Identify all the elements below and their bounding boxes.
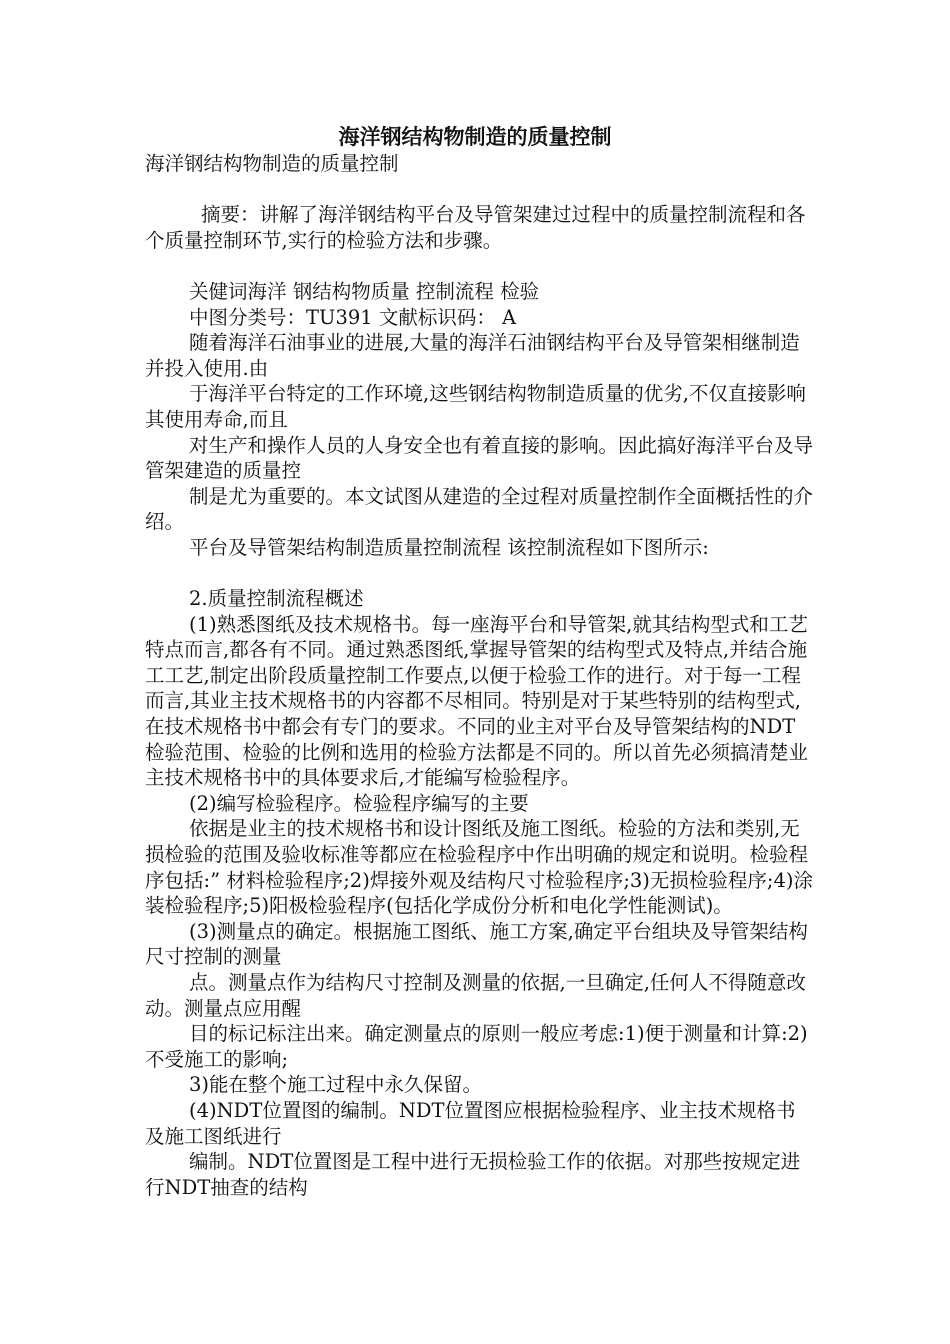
section-paragraph: 目的标记标注出来。确定测量点的原则一般应考虑:1)便于测量和计算:2)不受施工的影响; [145,1022,808,1071]
body-paragraph: 于海洋平台特定的工作环境,这些钢结构物制造质量的优劣,不仅直接影响其使用寿命,而且 [145,382,806,431]
abstract-paragraph: 摘要：讲解了海洋钢结构平台及导管架建过过程中的质量控制流程和各个质量控制环节,实行的检验方法和步骤。 [145,203,806,252]
blank-line [145,177,813,203]
body-paragraph: 平台及导管架结构制造质量控制流程 该控制流程如下图所示: [189,535,709,559]
section-paragraph: 编制。NDT位置图是工程中进行无损检验工作的依据。对那些按规定进行NDT抽查的结构 [145,1150,801,1199]
section-heading: 2.质量控制流程概述 [189,587,364,611]
blank-line [145,561,813,587]
document-subtitle: 海洋钢结构物制造的质量控制 [145,152,399,175]
section-paragraph: (3)测量点的确定。根据施工图纸、施工方案,确定平台组块及导管架结构尺寸控制的测量 [145,919,808,969]
body-paragraph: 对生产和操作人员的人身安全也有着直接的影响。因此搞好海洋平台及导管架建造的质量控 [145,433,814,483]
body-paragraph: 随着海洋石油事业的进展,大量的海洋石油钢结构平台及导管架相继制造并投入使用.由 [145,331,800,380]
body-paragraph: 制是尤为重要的。本文试图从建造的全过程对质量控制作全面概括性的介绍。 [145,484,814,534]
section-paragraph: (1)熟悉图纸及技术规格书。每一座海平台和导管架,就其结构型式和工艺特点而言,都各有不同。通过熟悉图纸,掌握导管架的结构型式及特点,并结合施工工艺,制定出阶段质量控制工作要点,以便于检验工作的进行。对于每一工程而言,其业主技术规格书的内容都不尽相同。特别是对于某些特别的结构型式,在技术规格书中都会有专门的要求。不同的业主对平台及导管架结构的NDT检验范围、检验的比例和选用的检验方法都是不同的。所以首先必须搞清楚业主技术规格书中的具体要求后,才能编写检验程序。 [145,612,809,790]
classification-line: 中图分类号：TU391 文献标识码： A [189,305,517,329]
keywords-line: 关健词海洋 钢结构物质量 控制流程 检验 [189,279,540,303]
section-paragraph: (2)编写检验程序。检验程序编写的主要 [189,791,529,815]
section-paragraph: 依据是业主的技术规格书和设计图纸及施工图纸。检验的方法和类别,无损检验的范围及验收标准等都应在检验程序中作出明确的规定和说明。检验程序包括:” 材料检验程序;2)焊接外观及结构尺寸检验程序;3)无损检验程序;4)涂装检验程序;5)阳极检验程序(包括化学成份分析和电化学性能测试)。 [145,817,813,918]
blank-line [145,253,813,279]
document-body [145,151,813,1200]
section-paragraph: 3)能在整个施工过程中永久保留。 [189,1073,483,1097]
section-paragraph: (4)NDT位置图的编制。NDT位置图应根据检验程序、业主技术规格书及施工图纸进行 [145,1098,796,1148]
document-title: 海洋钢结构物制造的质量控制 [338,125,612,149]
section-paragraph: 点。测量点作为结构尺寸控制及测量的依据,一旦确定,任何人不得随意改动。测量点应用醒 [145,971,806,1020]
